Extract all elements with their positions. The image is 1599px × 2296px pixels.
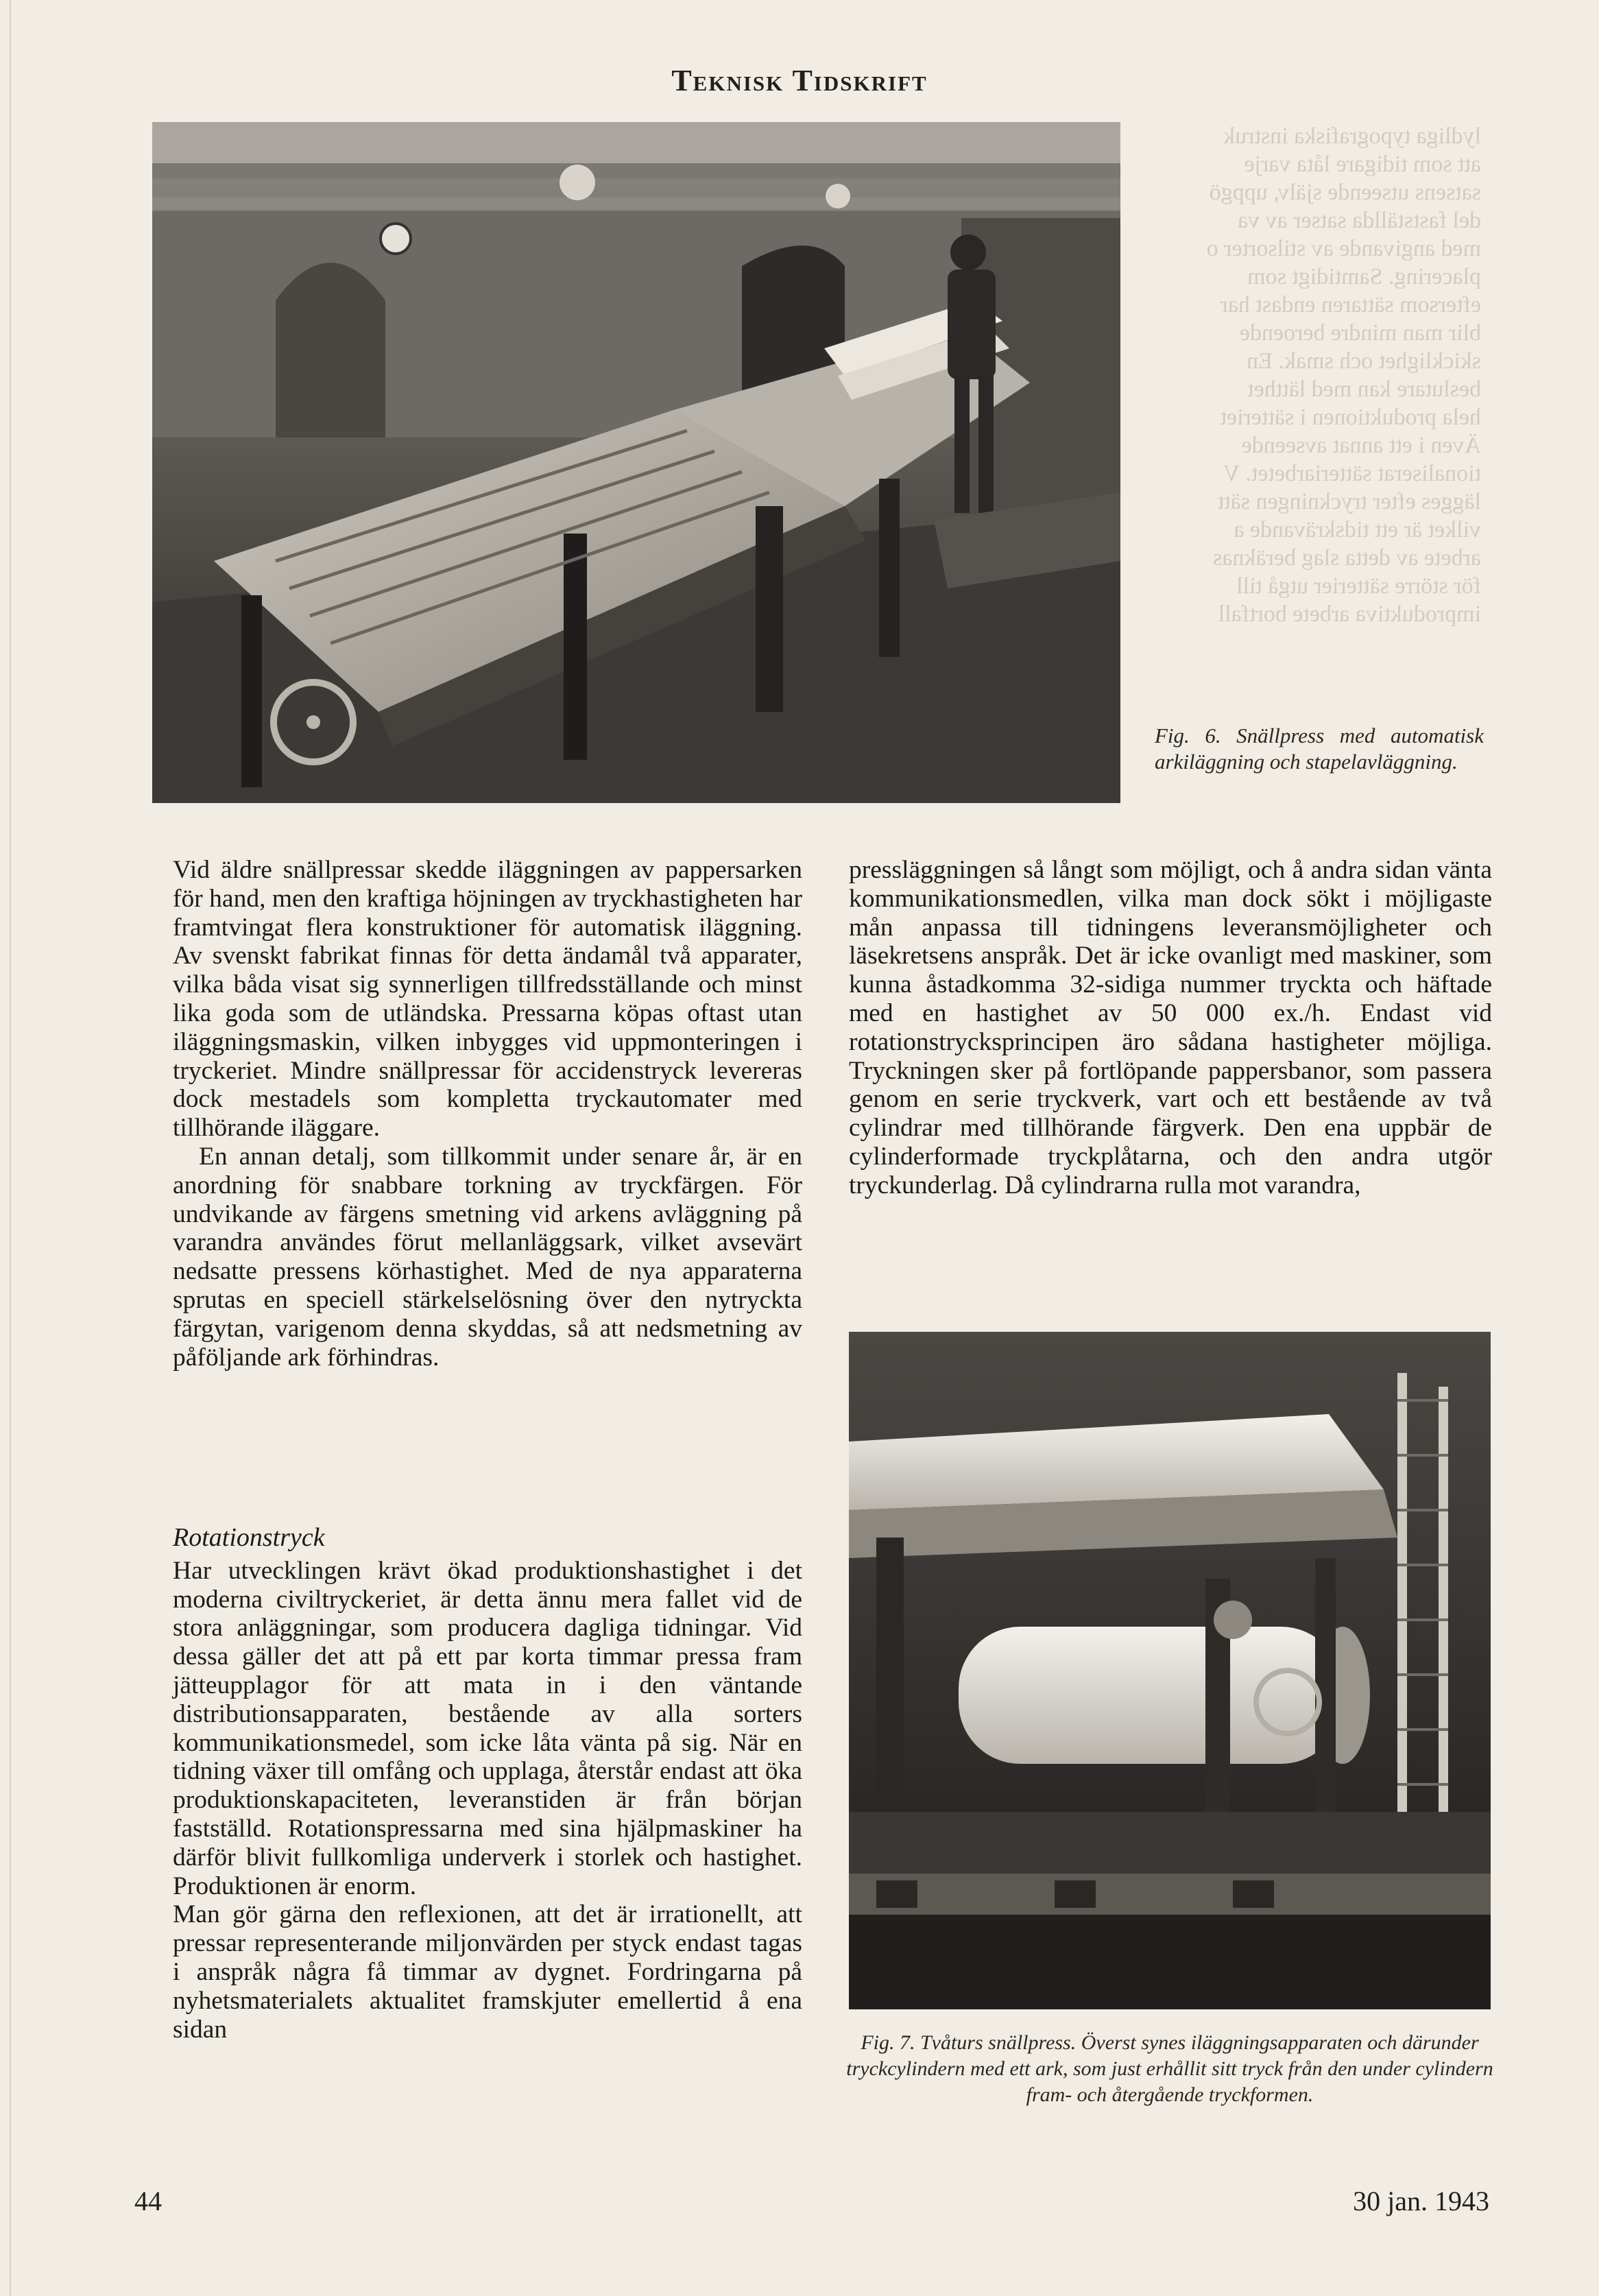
paragraph: Man gör gärna den reflexionen, att det är irrationellt, att pressar representerande miljonvärden per styck endast tagas i anspråk några få timmar av dygnet. Fordringarna på nyhetsmaterialets aktualitet framskjuter emellertid å ena sidan <box>173 1900 802 2044</box>
right-column <box>849 856 1492 1200</box>
left-column-upper <box>173 856 802 1372</box>
paragraph: Vid äldre snällpressar skedde iläggningen av pappersarken för hand, men den kraftiga höjningen av tryckhastigheten har framtvingat flera konstruktioner för automatisk iläggning. Av svenskt fabrikat finnas för detta ändamål två apparater, vilka båda visat sig synnerligen tillfredsställande och minst lika goda som de utländska. Pressarna köpas oftast utan iläggningsmaskin, vilken inbygges vid uppmonteringen i tryckeriet. Mindre snällpressar för accidenstryck levereras dock mestadels som kompletta tryckautomater med tillhörande iläggare. <box>173 856 802 1143</box>
section-heading: Rotationstryck <box>173 1523 325 1552</box>
figure-7-photo <box>849 1332 1491 2009</box>
figure-6-caption: Fig. 6. Snällpress med automatisk arkiläggning och stapelavläggning. <box>1155 724 1484 774</box>
paragraph: Har utvecklingen krävt ökad produktionshastighet i det moderna civiltryckeriet, är detta ännu mera fallet vid de stora anläggningar, som producera dagliga tidningar. Vid dessa gäller det att på ett par korta timmar pressa fram jätteupplagor för att mata in i den väntande distributionsapparaten, bestående av alla sorters kommunikationsmedel, som icke låta vänta på sig. När en tidning växer till omfång och upplaga, återstår endast att öka produktionskapaciteten, leveranstiden är från början fastställd. Rotationspressarna med sina hjälpmaskiner ha därför blivit fullkomliga underverk i storlek och hastighet. Produktionen är enorm. <box>173 1556 802 1900</box>
left-column-lower <box>173 1524 802 2044</box>
paragraph: pressläggningen så långt som möjligt, och å andra sidan vänta kommunikationsmedlen, vilka man dock sökt i möjligaste mån anpassa till tidningens leveransmöjligheter och läsekretsens anspråk. Det är icke ovanligt med maskiner, som kunna åstadkomma 32-sidiga nummer tryckta och häftade med en hastighet av 50 000 ex./h. Endast vid rotationstrycksprincipen äro sådana hastigheter möjliga. Tryckningen sker på fortlöpande pappersbanor, som passera genom en serie tryckverk, vart och ett bestående av två cylindrar med tillhörande färgverk. Den ena uppbär de cylinderformade tryckplåtarna, och den andra utgör tryckunderlag. Då cylindrarna rulla mot varandra, <box>849 856 1492 1199</box>
paragraph: En annan detalj, som tillkommit under senare år, är en anordning för snabbare torkning av tryckfärgen. För undvikande av färgens smetning vid arkens avläggning på varandra användes förut mellanläggsark, vilket avsevärt nedsatte pressens körhastighet. Med de nya apparaterna sprutas en speciell stärkelselösning över den nytryckta färgytan, varigenom denna skyddas, så att nedsmetning av påföljande ark förhindras. <box>173 1142 802 1372</box>
page-number: 44 <box>134 2186 162 2216</box>
figure-6-photo <box>152 122 1120 803</box>
journal-title: Teknisk Tidskrift <box>671 64 928 97</box>
issue-date: 30 jan. 1943 <box>1353 2186 1489 2216</box>
figure-7-caption: Fig. 7. Tvåturs snällpress. Överst synes iläggningsapparaten och därunder tryckcylindern med ett ark, som just erhållit sitt tryck från den under cylindern fram- och återgående tryckformen. <box>846 2031 1493 2106</box>
show-through-text: lydliga typografiska instruk att som tidigare låta varje satsens utseende själv, uppgö del fastställda satser av va med angivande av stilsorter o placering. Samtidigt som eftersom sättaren endast har blir man mindre beroende skicklighet och smak. En beslutare kan med lätthet hela produktionen i sätteriet Även i ett annat avseende tionaliserat sätteriarbetet. V lägges efter tryckningen sätt vilket är ett tidskrävande a arbete av detta slag beräknas för större sätterier utgå till improduktiva arbete bortfall <box>1206 123 1481 627</box>
